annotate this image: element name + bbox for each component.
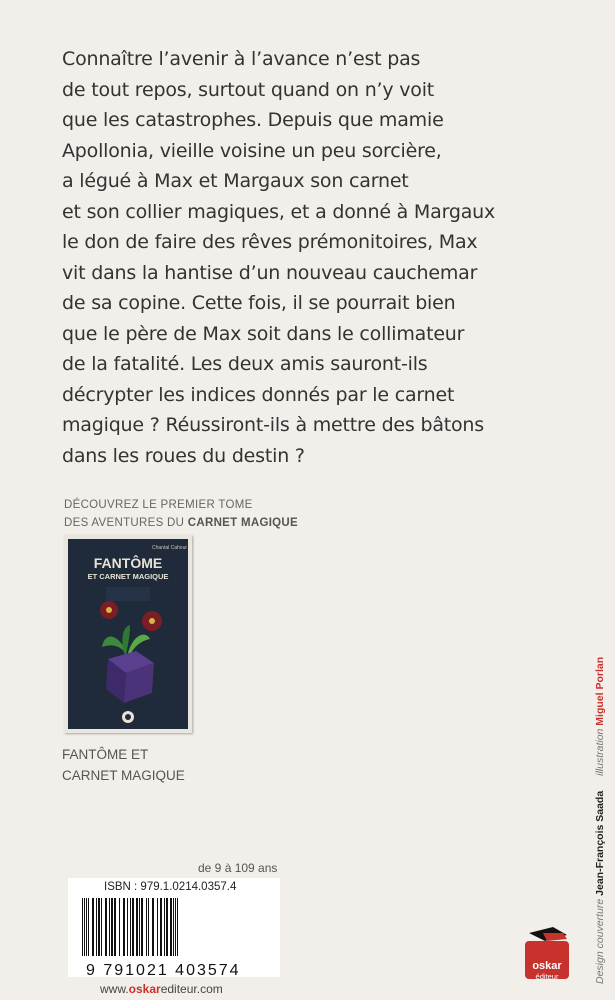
barcode-bar [130, 898, 131, 956]
barcode-bar [98, 898, 100, 956]
blurb-line: et son collier magiques, et a donné à Margaux [62, 200, 496, 223]
website-brand: oskar [128, 982, 161, 996]
barcode-bar [160, 898, 162, 956]
logo-subtitle: éditeur [535, 972, 559, 981]
blurb-line: de tout repos, surtout quand on n’y voit [62, 78, 435, 101]
barcode-bar [152, 898, 154, 956]
barcode-bar [88, 898, 89, 956]
caption-line-1: FANTÔME ET [62, 747, 149, 762]
barcode-bar [127, 898, 128, 956]
barcode-bar [141, 898, 143, 956]
barcode-bar [119, 898, 120, 956]
flower-icon [100, 601, 118, 619]
design-credit-name: Jean-François Saada [594, 790, 606, 896]
publisher-website [100, 982, 223, 996]
age-range: de 9 à 109 ans [198, 861, 278, 875]
barcode-bar [105, 898, 107, 956]
illustration-credit-name: Miguel Porlan [594, 656, 606, 726]
blurb-line: que le père de Max soit dans le collimateur [62, 322, 465, 345]
barcode-bar [170, 898, 172, 956]
first-volume-cover-image [64, 535, 192, 733]
barcode-bar [123, 898, 125, 956]
first-volume-promo [64, 496, 298, 532]
blurb-line: a légué à Max et Margaux son carnet [62, 170, 409, 192]
blurb-line: le don de faire des rêves prémonitoires, Max [62, 231, 478, 253]
blurb-line: Connaître l’avenir à l’avance n’est pas [62, 48, 421, 70]
blurb-line: dans les roues du destin ? [62, 444, 305, 467]
barcode-bar [136, 898, 138, 956]
blurb-line: décrypter les indices donnés par le carnet [62, 383, 455, 406]
barcode-bar [114, 898, 116, 956]
barcode-bar [148, 898, 149, 956]
back-cover-blurb [62, 44, 562, 471]
barcode-bar [101, 898, 102, 956]
promo-line-2 [64, 514, 298, 532]
book-cover-illustration [64, 535, 192, 733]
barcode-bar [166, 898, 168, 956]
barcode-bar [111, 898, 113, 956]
barcode-bar [139, 898, 140, 956]
design-credit-label: Design couverture [594, 898, 606, 984]
publisher-mini-logo [122, 711, 134, 723]
cover-author: Chantal Cahour [152, 545, 188, 551]
flower-icon [142, 611, 162, 631]
barcode-bar [96, 898, 97, 956]
logo-name: oskar [532, 960, 562, 972]
barcode-bar [82, 898, 83, 956]
barcode-bar [132, 898, 134, 956]
barcode-bar [86, 898, 87, 956]
illustration-credit-label: illustration [594, 728, 606, 776]
barcode-bar [175, 898, 176, 956]
promo-series-name: CARNET MAGIQUE [187, 517, 299, 529]
cover-title-1: FANTÔME [93, 555, 163, 571]
barcode-bar [84, 898, 85, 956]
promo-line-2-prefix: DES AVENTURES DU [64, 517, 188, 529]
isbn-number: ISBN : 979.1.0214.0357.4 [104, 881, 237, 893]
cover-credits [594, 657, 606, 984]
website-suffix: editeur.com [160, 982, 223, 996]
ean-number: 9 791021 403574 [86, 962, 241, 979]
first-volume-caption [62, 744, 185, 786]
blurb-line: que les catastrophes. Depuis que mamie [62, 109, 444, 131]
cover-title-2: ET CARNET MAGIQUE [87, 572, 169, 581]
blurb-line: vit dans la hantise d’un nouveau cauchemar [62, 261, 478, 284]
barcode-bar [164, 898, 165, 956]
barcode-bar [157, 898, 158, 956]
blurb-line: magique ? Réussiront-ils à mettre des bâtons [62, 414, 484, 436]
caption-line-2: CARNET MAGIQUE [62, 768, 185, 783]
barcode-bar [173, 898, 174, 956]
website-prefix: www. [100, 982, 129, 996]
barcode-bar [146, 898, 147, 956]
barcode-bar [92, 898, 94, 956]
blurb-line: Apollonia, vieille voisine un peu sorcière, [62, 139, 442, 162]
barcode-bar [177, 898, 178, 956]
promo-line-1: DÉCOUVREZ LE PREMIER TOME [64, 499, 253, 511]
blurb-line: de sa copine. Cette fois, il se pourrait bien [62, 292, 456, 314]
cover-subtitle-block [106, 587, 150, 601]
blurb-line: de la fatalité. Les deux amis sauront-ils [62, 353, 428, 375]
barcode-bar [109, 898, 110, 956]
